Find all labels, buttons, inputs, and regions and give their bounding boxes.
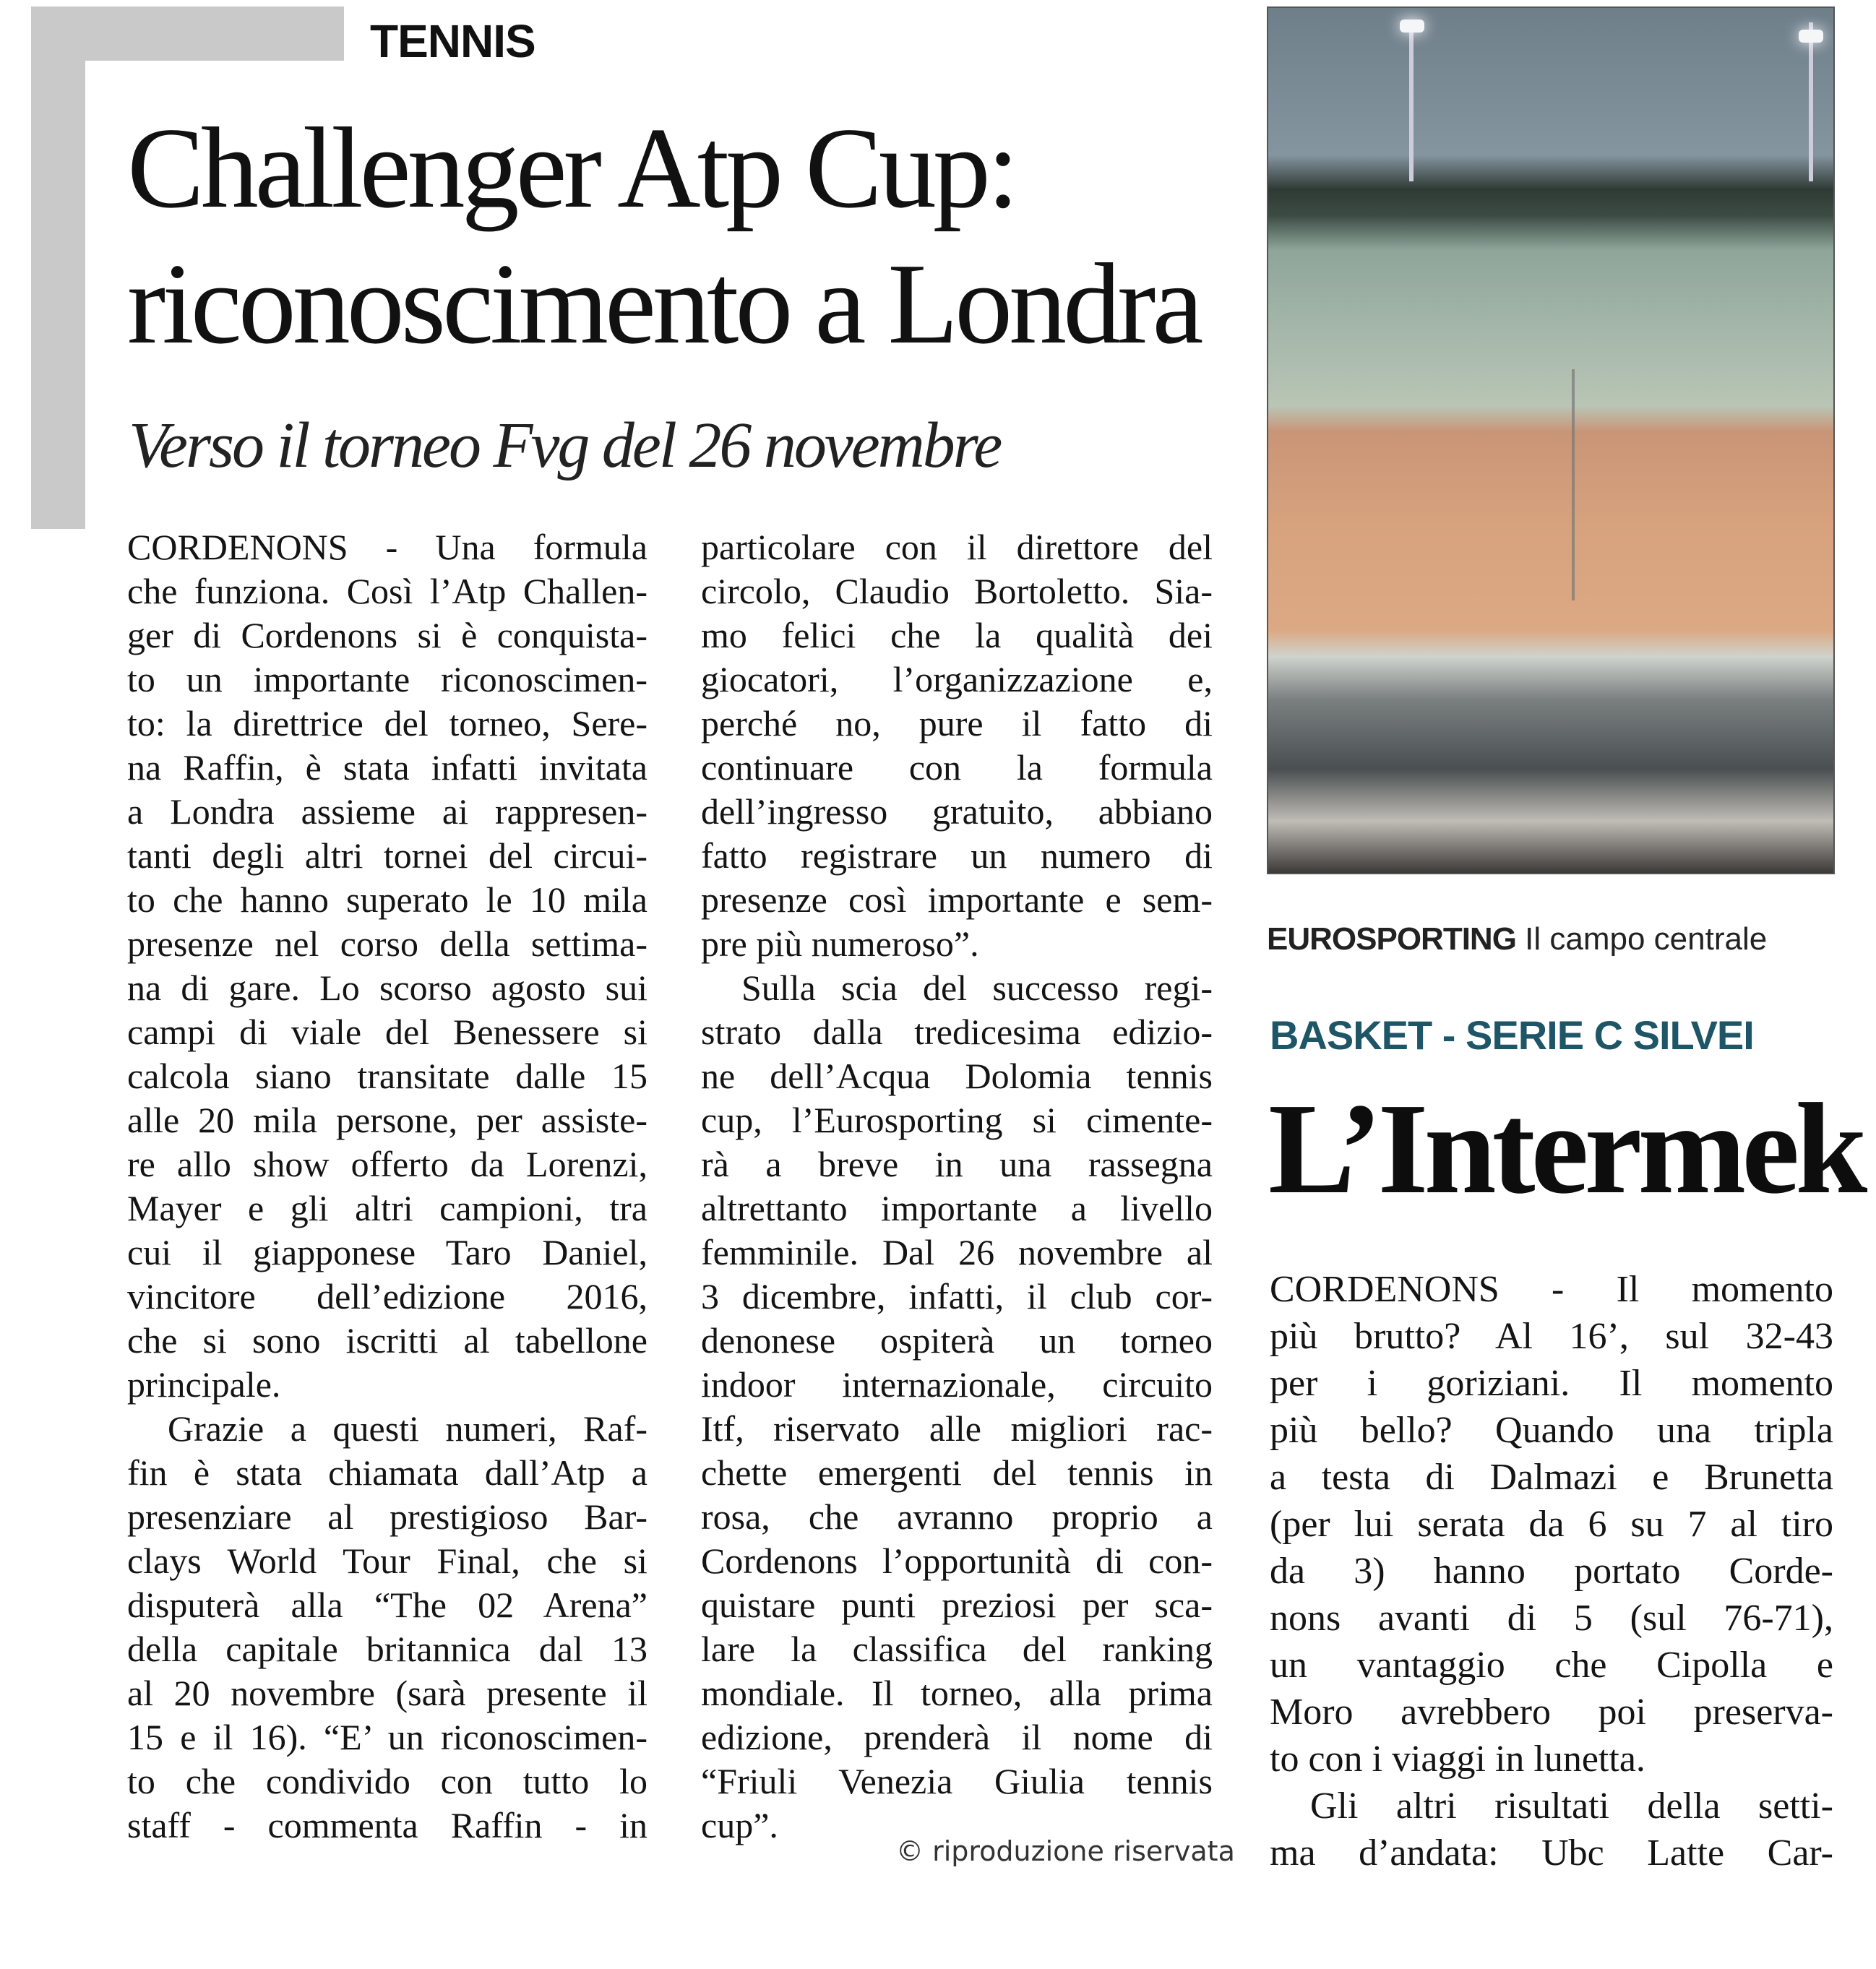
headline-line: riconoscimento a Londra <box>127 239 1200 368</box>
text-line: calcola siano transitate dalle 15 <box>127 1056 647 1096</box>
text-line: perché no, pure il fatto di <box>701 703 1213 744</box>
text-line: denonese ospiterà un torneo <box>701 1320 1213 1361</box>
text-line: che funziona. Così l’Atp Challen- <box>127 571 647 611</box>
caption-text: Il campo centrale <box>1525 921 1768 957</box>
text-line: ger di Cordenons si è conquista- <box>127 615 647 655</box>
text-line: Cordenons l’opportunità di con- <box>701 1541 1213 1581</box>
text-line: alle 20 mila persone, per assiste- <box>127 1100 647 1140</box>
article-column-2 <box>701 525 1213 1848</box>
text-line: chette emergenti del tennis in <box>701 1452 1213 1493</box>
text-line: mo felici che la qualità dei <box>701 615 1213 655</box>
paragraph <box>1270 1266 1833 1783</box>
text-line: Itf, riservato alle migliori rac- <box>701 1408 1213 1449</box>
section-kicker: TENNIS <box>370 15 535 67</box>
text-line: to: la direttrice del torneo, Sere- <box>127 703 647 744</box>
text-line: cui il giapponese Taro Daniel, <box>127 1232 647 1272</box>
floodlight <box>1400 20 1424 33</box>
text-line: pre più numeroso”. <box>701 923 979 964</box>
text-line: particolare con il direttore del <box>701 527 1213 567</box>
text-line: per i goriziani. Il momento <box>1270 1363 1833 1404</box>
text-line: della capitale britannica dal 13 <box>127 1629 647 1669</box>
text-line: Gli altri risultati della setti- <box>1310 1785 1833 1827</box>
text-line: che si sono iscritti al tabellone <box>127 1320 647 1361</box>
text-line: rosa, che avranno proprio a <box>701 1496 1213 1537</box>
text-line: presenze nel corso della settima- <box>127 923 647 964</box>
text-line: CORDENONS - Il momento <box>1270 1269 1833 1310</box>
text-line: mondiale. Il torneo, alla prima <box>701 1673 1213 1713</box>
text-line: giocatori, l’organizzazione e, <box>701 659 1213 699</box>
court-net <box>1572 369 1575 600</box>
headline <box>127 100 1255 371</box>
text-line: rà a breve in una rassegna <box>701 1144 1213 1184</box>
text-line: fatto registrare un numero di <box>701 835 1213 876</box>
text-line: continuare con la formula <box>701 747 1213 788</box>
text-line: na di gare. Lo scorso agosto sui <box>127 968 647 1008</box>
text-line: fin è stata chiamata dall’Atp a <box>127 1452 647 1493</box>
text-line: to con i viaggi in lunetta. <box>1270 1739 1645 1780</box>
text-line: clays World Tour Final, che si <box>127 1541 647 1581</box>
text-line: presenze così importante e sem- <box>701 879 1213 920</box>
basket-headline: L’Intermek <box>1268 1077 1864 1220</box>
text-line: a testa di Dalmazi e Brunetta <box>1270 1457 1833 1498</box>
text-line: (per lui serata da 6 su 7 al tiro <box>1270 1504 1833 1545</box>
text-line: ma d’andata: Ubc Latte Car- <box>1270 1832 1833 1874</box>
text-line: al 20 novembre (sarà presente il <box>127 1673 647 1713</box>
text-line: to che hanno superato le 10 mila <box>127 879 647 920</box>
text-line: dell’ingresso gratuito, abbiano <box>701 791 1213 832</box>
text-line: più brutto? Al 16’, sul 32-43 <box>1270 1316 1833 1357</box>
basket-article-column <box>1270 1266 1833 1877</box>
text-line: vincitore dell’edizione 2016, <box>127 1276 647 1317</box>
text-line: circolo, Claudio Bortoletto. Sia- <box>701 571 1213 611</box>
photo-caption <box>1267 921 1859 957</box>
basket-kicker: BASKET - SERIE C SILVEI <box>1270 1012 1754 1058</box>
tennis-court-photo <box>1267 7 1835 874</box>
paragraph <box>127 1407 647 1848</box>
decorative-bar-vertical <box>31 7 85 529</box>
subheadline: Verso il torneo Fvg del 26 novembre <box>129 410 1001 481</box>
text-line: cup”. <box>701 1805 778 1845</box>
text-line: Sulla scia del successo regi- <box>741 968 1213 1008</box>
text-line: Mayer e gli altri campioni, tra <box>127 1188 647 1228</box>
text-line: to che condivido con tutto lo <box>127 1761 647 1801</box>
text-line: altrettanto importante a livello <box>701 1188 1213 1228</box>
text-line: nons avanti di 5 (sul 76-71), <box>1270 1598 1833 1639</box>
text-line: Moro avrebbero poi preserva- <box>1270 1692 1833 1733</box>
light-pole <box>1409 22 1414 181</box>
floodlight <box>1799 30 1823 43</box>
text-line: 3 dicembre, infatti, il club cor- <box>701 1276 1213 1317</box>
paragraph <box>701 966 1213 1848</box>
text-line: femminile. Dal 26 novembre al <box>701 1232 1213 1272</box>
paragraph <box>701 525 1213 966</box>
light-pole <box>1809 22 1813 181</box>
text-line: un vantaggio che Cipolla e <box>1270 1645 1833 1686</box>
text-line: presenziare al prestigioso Bar- <box>127 1496 647 1537</box>
text-line: più bello? Quando una tripla <box>1270 1410 1833 1451</box>
text-line: 15 e il 16). “E’ un riconoscimen- <box>127 1717 647 1757</box>
text-line: tanti degli altri tornei del circui- <box>127 835 647 876</box>
text-line: strato dalla tredicesima edizio- <box>701 1012 1213 1052</box>
text-line: campi di viale del Benessere si <box>127 1012 647 1052</box>
paragraph <box>1270 1783 1833 1877</box>
text-line: “Friuli Venezia Giulia tennis <box>701 1761 1213 1801</box>
paragraph <box>127 525 647 1407</box>
text-line: Grazie a questi numeri, Raf- <box>168 1408 647 1449</box>
text-line: da 3) hanno portato Corde- <box>1270 1551 1833 1592</box>
text-line: disputerà alla “The 02 Arena” <box>127 1585 647 1625</box>
text-line: lare la classifica del ranking <box>701 1629 1213 1669</box>
caption-source: EUROSPORTING <box>1267 921 1516 957</box>
copyright-notice: © riproduzione riservata <box>896 1835 1235 1867</box>
text-line: staff - commenta Raffin - in <box>127 1805 647 1845</box>
text-line: quistare punti preziosi per sca- <box>701 1585 1213 1625</box>
text-line: CORDENONS - Una formula <box>127 527 647 567</box>
text-line: cup, l’Eurosporting si cimente- <box>701 1100 1213 1140</box>
text-line: ne dell’Acqua Dolomia tennis <box>701 1056 1213 1096</box>
text-line: principale. <box>127 1364 281 1405</box>
text-line: re allo show offerto da Lorenzi, <box>127 1144 647 1184</box>
text-line: edizione, prenderà il nome di <box>701 1717 1213 1757</box>
headline-line: Challenger Atp Cup: <box>127 103 1016 232</box>
text-line: indoor internazionale, circuito <box>701 1364 1213 1405</box>
text-line: na Raffin, è stata infatti invitata <box>127 747 647 788</box>
text-line: to un importante riconoscimen- <box>127 659 647 699</box>
article-column-1 <box>127 525 647 1848</box>
text-line: a Londra assieme ai rappresen- <box>127 791 647 832</box>
